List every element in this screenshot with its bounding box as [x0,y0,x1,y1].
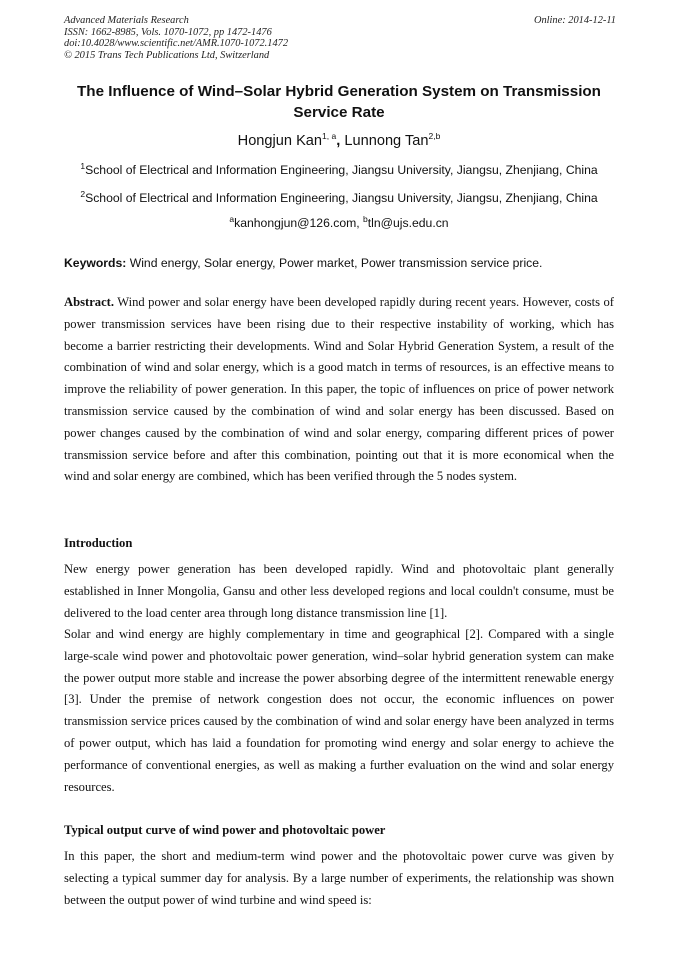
email-b-sup: b [363,213,368,224]
keywords-label: Keywords: [64,256,127,270]
keywords-text: Wind energy, Solar energy, Power market, Power transmission service price. [129,256,543,270]
affiliation-1-sup: 1 [80,160,86,171]
journal-header [64,15,288,61]
affiliation-2-text: School of Electrical and Information Engineering, Jiangsu University, Jiangsu, Zhenjiang, China [85,191,598,205]
introduction-paragraph-2 [64,624,614,798]
email-a[interactable]: kanhongjun@126.com, [234,216,360,230]
affiliation-2-sup: 2 [80,188,86,199]
author-1-name: Hongjun Kan [237,133,323,149]
typical-output-paragraph [64,846,614,911]
email-b[interactable]: tln@ujs.edu.cn [367,216,449,230]
affiliation-2 [60,188,618,206]
author-line [60,132,618,150]
email-a-sup: a [229,213,235,224]
abstract-label: Abstract. [64,295,115,309]
introduction-p1-text: New energy power generation has been developed rapidly. Wind and photovoltaic plant generally established in Inner Mongolia, Gansu and other less developed regions and local couldn't consume, must be delivered to the load center area through long distance transmission line [1]. [64,562,614,620]
issn-line: ISSN: 1662-8985, Vols. 1070-1072, pp 1472-1476 [64,26,272,38]
author-separator: , [336,133,341,149]
author-2-name: Lunnong Tan [344,133,429,149]
abstract [64,292,614,488]
email-line [60,213,618,231]
introduction-heading: Introduction [64,536,133,550]
paper-title: The Influence of Wind–Solar Hybrid Generation System on Transmission Service Rate [77,83,601,121]
affiliation-1-text: School of Electrical and Information Engineering, Jiangsu University, Jiangsu, Zhenjiang, China [85,163,598,177]
typical-output-heading: Typical output curve of wind power and photovoltaic power [64,823,386,837]
doi-line: doi:10.4028/www.scientific.net/AMR.1070-1072.1472 [64,38,289,49]
keywords-line [64,256,614,271]
abstract-text: Wind power and solar energy have been developed rapidly during recent years. However, costs of power transmission services have been rising due to their respective instability of working, which has become a barrier restricting their developments. Wind and Solar Hybrid Generation System, a result of the combination of wind and solar energy, which is a good match in terms of resources, is an effective means to improve the reliability of power generation. In this paper, the topic of influences on price of power network transmission service caused by the combination of wind and solar energy has been discussed. Based on power changes caused by the combination of wind and solar energy, comparing different prices of power transmission service before and after this combination, pointing out that it is more economical when the wind and solar energy are combined, which has been verified through the 5 nodes system. [64,295,614,484]
copyright-line: © 2015 Trans Tech Publications Ltd, Switzerland [64,49,270,61]
introduction-p2-text: Solar and wind energy are highly complementary in time and geographical [2]. Compared with a single large-scale wind power and photovoltaic power generation, wind–solar hybrid generation system can make the power output more stable and increase the power absorbing degree of the intermittent renewable energy [3]. Under the premise of network congestion does not occur, the economic influences on power transmission service prices caused by the combination of wind and solar energy have been analyzed in terms of power output, which has laid a foundation for promoting wind energy and solar energy to achieve the performance of conventional energies, as well as making a further evaluation on the wind and solar energy resources. [64,627,614,794]
online-date: Online: 2014-12-11 [533,15,616,26]
affiliation-1 [60,160,618,178]
typical-output-p1-text: In this paper, the short and medium-term wind power and the photovoltaic power curve was given by selecting a typical summer day for analysis. By a large number of experiments, the relationship was shown between the output power of wind turbine and wind speed is: [64,849,614,907]
journal-name: Advanced Materials Research [64,15,189,26]
author-1-sup: 1, a [322,131,337,142]
author-2-sup: 2,b [428,131,441,142]
introduction-paragraph-1 [64,559,614,624]
